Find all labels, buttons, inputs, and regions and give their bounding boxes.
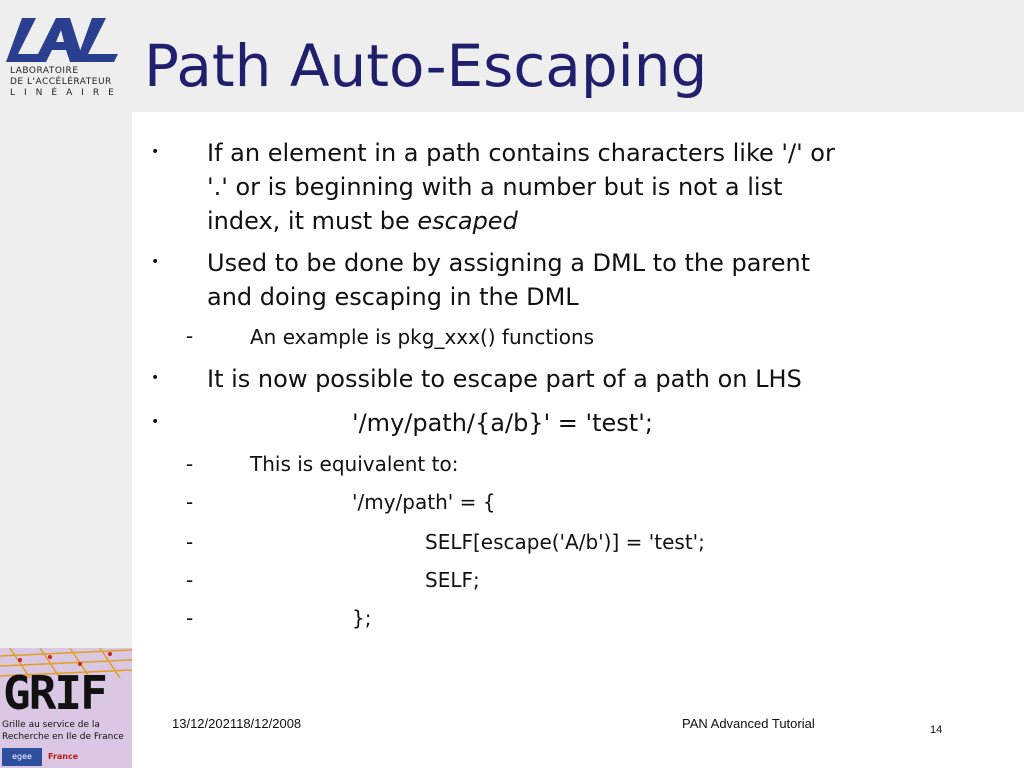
footer-title: PAN Advanced Tutorial xyxy=(682,716,815,731)
bullet-dot: • xyxy=(151,144,160,160)
page-number: 14 xyxy=(930,724,943,736)
grif-tagline-2: Recherche en Ile de France xyxy=(2,732,124,742)
bullet-dot: • xyxy=(151,254,160,270)
bullet-dot: • xyxy=(151,370,160,386)
bullet-1-line-3 xyxy=(207,204,518,238)
dash: - xyxy=(186,490,194,514)
bullet-1-line-1: If an element in a path contains characters like '/' or xyxy=(207,139,835,167)
bullet-4-code: '/my/path/{a/b}' = 'test'; xyxy=(352,409,653,437)
bullet-3-line: It is now possible to escape part of a path on LHS xyxy=(207,365,802,393)
bullet-1-line-3-text: index, it must be xyxy=(207,207,418,235)
page-title: Path Auto-Escaping xyxy=(144,32,708,100)
equivalent-intro: This is equivalent to: xyxy=(250,452,459,476)
bullet-dot: • xyxy=(151,414,160,430)
dash: - xyxy=(186,568,194,592)
grif-wordmark: GRIF xyxy=(3,666,106,720)
grif-logo xyxy=(0,648,132,768)
partner-logo: France xyxy=(48,752,79,761)
lal-logo xyxy=(4,14,126,98)
code-line-1: '/my/path' = { xyxy=(352,490,496,514)
dash: - xyxy=(186,606,194,630)
dash: - xyxy=(186,324,194,348)
footer-date: 13/12/202118/12/2008 xyxy=(172,716,302,731)
lal-line-1: LABORATOIRE xyxy=(10,66,79,76)
lal-line-2: DE L'ACCÉLÉRATEUR xyxy=(10,77,112,87)
egee-logo: egee xyxy=(2,748,42,766)
code-line-2: SELF[escape('A/b')] = 'test'; xyxy=(425,530,705,554)
code-line-4: }; xyxy=(352,606,372,630)
grif-tagline-1: Grille au service de la xyxy=(2,720,100,730)
bullet-2-line-2: and doing escaping in the DML xyxy=(207,283,579,311)
code-line-3: SELF; xyxy=(425,568,480,592)
bullet-1-line-2: '.' or is beginning with a number but is not a list xyxy=(207,173,783,201)
dash: - xyxy=(186,452,194,476)
escaped-emphasis: escaped xyxy=(417,207,518,235)
bullet-2-line-1: Used to be done by assigning a DML to the parent xyxy=(207,249,811,277)
dash: - xyxy=(186,530,194,554)
lal-logo-mark xyxy=(4,14,124,64)
lal-line-3: LINÉAIRE xyxy=(10,88,123,98)
sub-item-example: An example is pkg_xxx() functions xyxy=(250,325,595,349)
